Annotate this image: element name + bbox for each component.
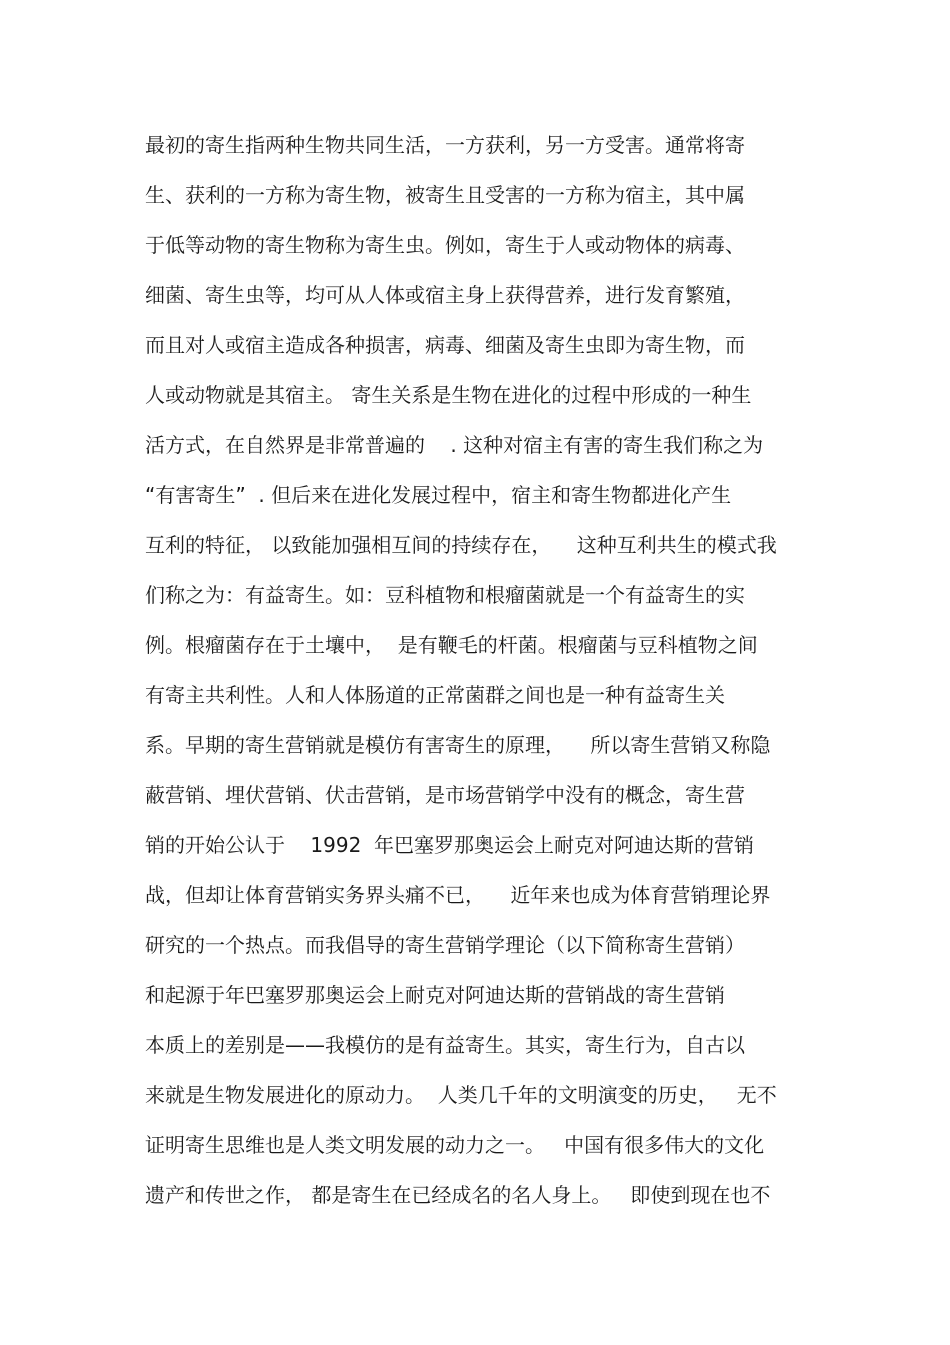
text-line: 本质上的差别是——我模仿的是有益寄生。其实，寄生行为，自古以 [145,1033,745,1057]
text-line: 系。早期的寄生营销就是模仿有害寄生的原理， 所以寄生营销又称隐 [145,733,771,757]
text-line: 活方式，在自然界是非常普遍的 . 这种对宿主有害的寄生我们称之为 [145,433,764,457]
text-line: 而且对人或宿主造成各种损害，病毒、细菌及寄生虫即为寄生物，而 [145,333,745,357]
text-line: 来就是生物发展进化的原动力。 人类几千年的文明演变的历史， 无不 [145,1083,777,1107]
text-line: 人或动物就是其宿主。 寄生关系是生物在进化的过程中形成的一种生 [145,383,752,407]
text-line: 有寄主共利性。人和人体肠道的正常菌群之间也是一种有益寄生关 [145,683,725,707]
text-line: 例。根瘤菌存在于土壤中， 是有鞭毛的杆菌。根瘤菌与豆科植物之间 [145,633,758,657]
text-line: 销的开始公认于 1992 年巴塞罗那奥运会上耐克对阿迪达斯的营销 [145,833,755,857]
text-line: 和起源于年巴塞罗那奥运会上耐克对阿迪达斯的营销战的寄生营销 [145,983,725,1007]
text-line: 战，但却让体育营销实务界头痛不已， 近年来也成为体育营销理论界 [145,883,771,907]
body-text [145,120,845,1220]
text-line: 生、获利的一方称为寄生物，被寄生且受害的一方称为宿主，其中属 [145,183,745,207]
text-line: 研究的一个热点。而我倡导的寄生营销学理论（以下简称寄生营销） [145,933,745,957]
text-line: 互利的特征， 以致能加强相互间的持续存在， 这种互利共生的模式我 [145,533,777,557]
text-line: 于低等动物的寄生物称为寄生虫。例如，寄生于人或动物体的病毒、 [145,233,745,257]
text-line: 最初的寄生指两种生物共同生活，一方获利，另一方受害。通常将寄 [145,133,745,157]
text-line: 们称之为：有益寄生。如：豆科植物和根瘤菌就是一个有益寄生的实 [145,583,745,607]
text-line: 蔽营销、埋伏营销、伏击营销，是市场营销学中没有的概念，寄生营 [145,783,745,807]
text-line: 证明寄生思维也是人类文明发展的动力之一。 中国有很多伟大的文化 [145,1133,765,1157]
text-line: 遗产和传世之作， 都是寄生在已经成名的名人身上。 即使到现在也不 [145,1183,771,1207]
text-line: “有害寄生” . 但后来在进化发展过程中，宿主和寄生物都进化产生 [145,483,732,507]
text-line: 细菌、寄生虫等，均可从人体或宿主身上获得营养，进行发育繁殖， [145,283,745,307]
